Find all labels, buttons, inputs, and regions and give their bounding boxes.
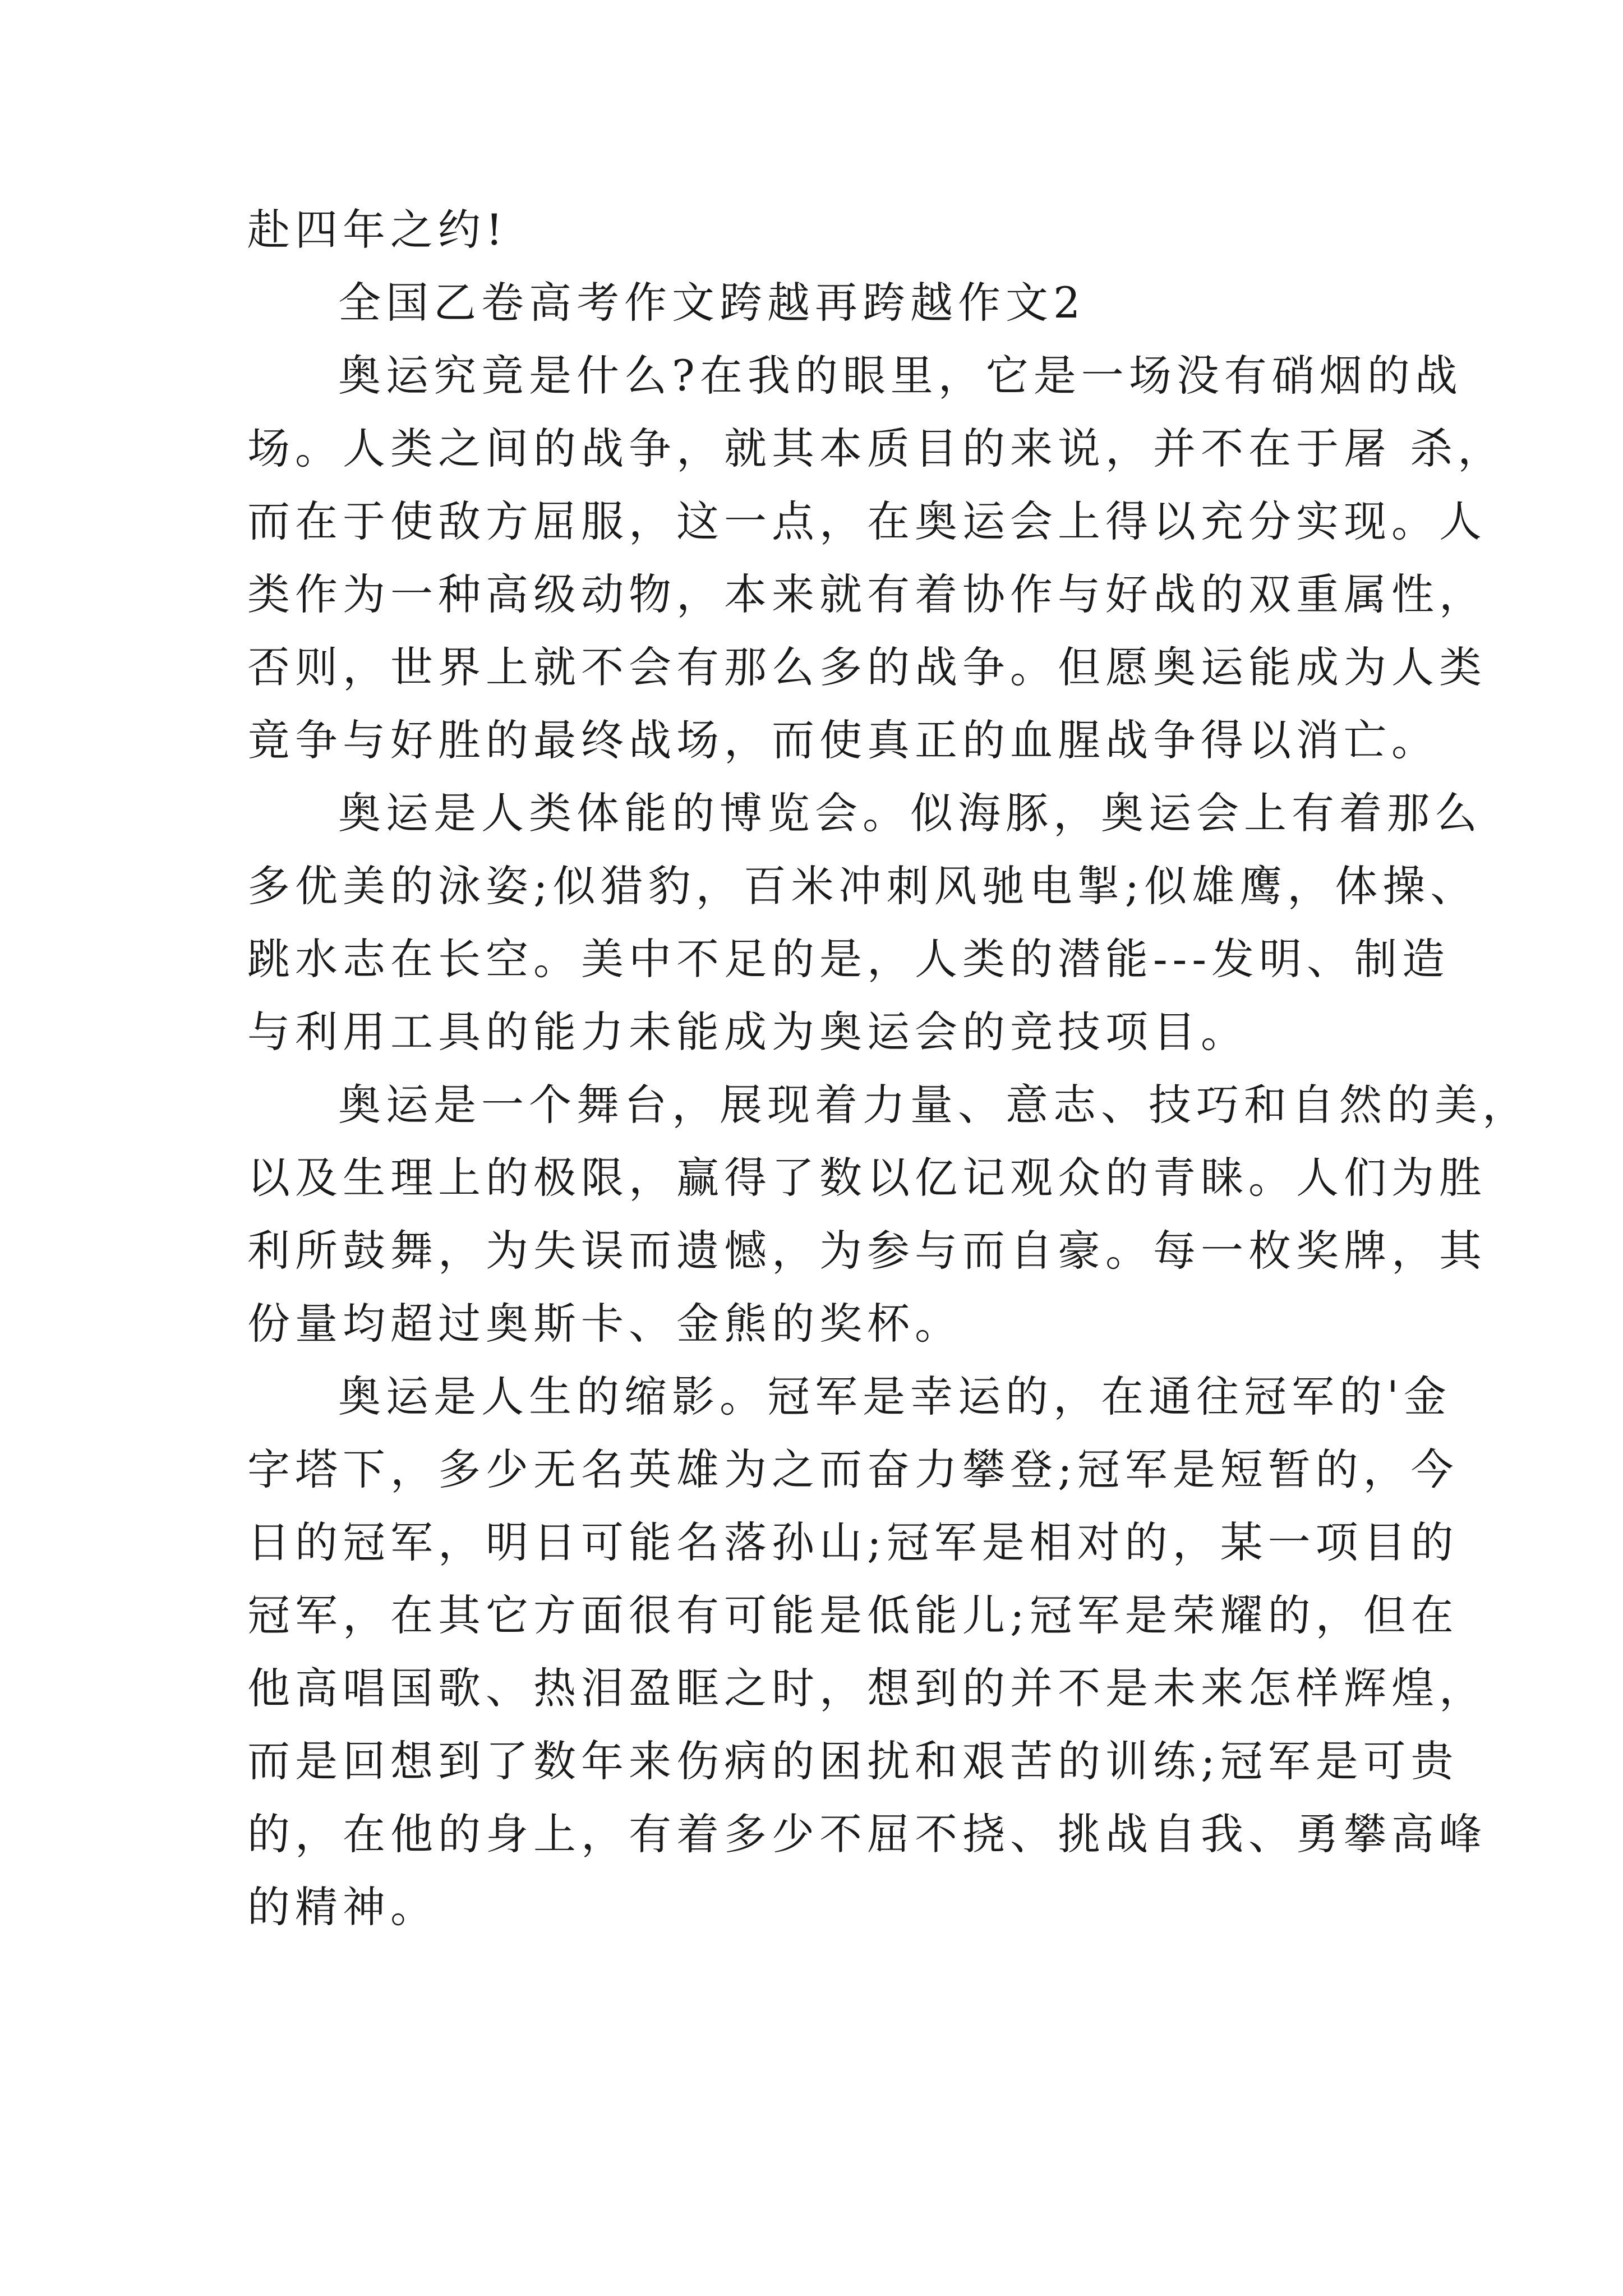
text-line: 跳水志在长空。美中不足的是，人类的潜能---发明、制造 xyxy=(247,934,1450,984)
text-line: 日的冠军，明日可能名落孙山;冠军是相对的，某一项目的 xyxy=(247,1517,1459,1567)
text-line: 的精神。 xyxy=(247,1882,438,1932)
text-line: 奥运究竟是什么?在我的眼里，它是一场没有硝烟的战 xyxy=(338,351,1463,401)
text-line: 奥运是人类体能的博览会。似海豚，奥运会上有着那么 xyxy=(338,788,1482,838)
text-line: 的，在他的身上，有着多少不屈不挠、挑战自我、勇攀高峰 xyxy=(247,1809,1487,1859)
text-line: 奥运是人生的缩影。冠军是幸运的，在通往冠军的'金 xyxy=(338,1372,1451,1421)
text-line: 冠军，在其它方面很有可能是低能儿;冠军是荣耀的，但在 xyxy=(247,1590,1459,1640)
text-line: 赴四年之约! xyxy=(247,205,508,255)
text-line: 与利用工具的能力未能成为奥运会的竞技项目。 xyxy=(247,1007,1248,1057)
text-line: 竟争与好胜的最终战场，而使真正的血腥战争得以消亡。 xyxy=(247,715,1439,765)
text-line: 而在于使敌方屈服，这一点，在奥运会上得以充分实现。人 xyxy=(247,496,1487,546)
text-line: 类作为一种高级动物，本来就有着协作与好战的双重属性， xyxy=(247,569,1487,619)
essay-heading: 全国乙卷高考作文跨越再跨越作文2 xyxy=(338,278,1086,328)
text-line: 利所鼓舞，为失误而遗憾，为参与而自豪。每一枚奖牌，其 xyxy=(247,1226,1487,1276)
text-line: 而是回想到了数年来伤病的困扰和艰苦的训练;冠军是可贵 xyxy=(247,1736,1459,1786)
text-line: 奥运是一个舞台，展现着力量、意志、技巧和自然的美， xyxy=(338,1080,1530,1130)
document-body xyxy=(247,194,1530,1944)
text-line: 否则，世界上就不会有那么多的战争。但愿奥运能成为人类 xyxy=(247,642,1487,692)
text-line: 以及生理上的极限，赢得了数以亿记观众的青睐。人们为胜 xyxy=(247,1153,1487,1203)
text-line: 场。人类之间的战争，就其本质目的来说，并不在于屠 杀， xyxy=(247,424,1506,473)
text-line: 多优美的泳姿;似猎豹，百米冲刺风驰电掣;似雄鹰，体操、 xyxy=(247,861,1478,911)
text-line: 份量均超过奥斯卡、金熊的奖杯。 xyxy=(247,1299,962,1349)
text-line: 字塔下，多少无名英雄为之而奋力攀登;冠军是短暂的，今 xyxy=(247,1444,1459,1494)
text-line: 他高唱国歌、热泪盈眶之时，想到的并不是未来怎样辉煌， xyxy=(247,1663,1487,1713)
